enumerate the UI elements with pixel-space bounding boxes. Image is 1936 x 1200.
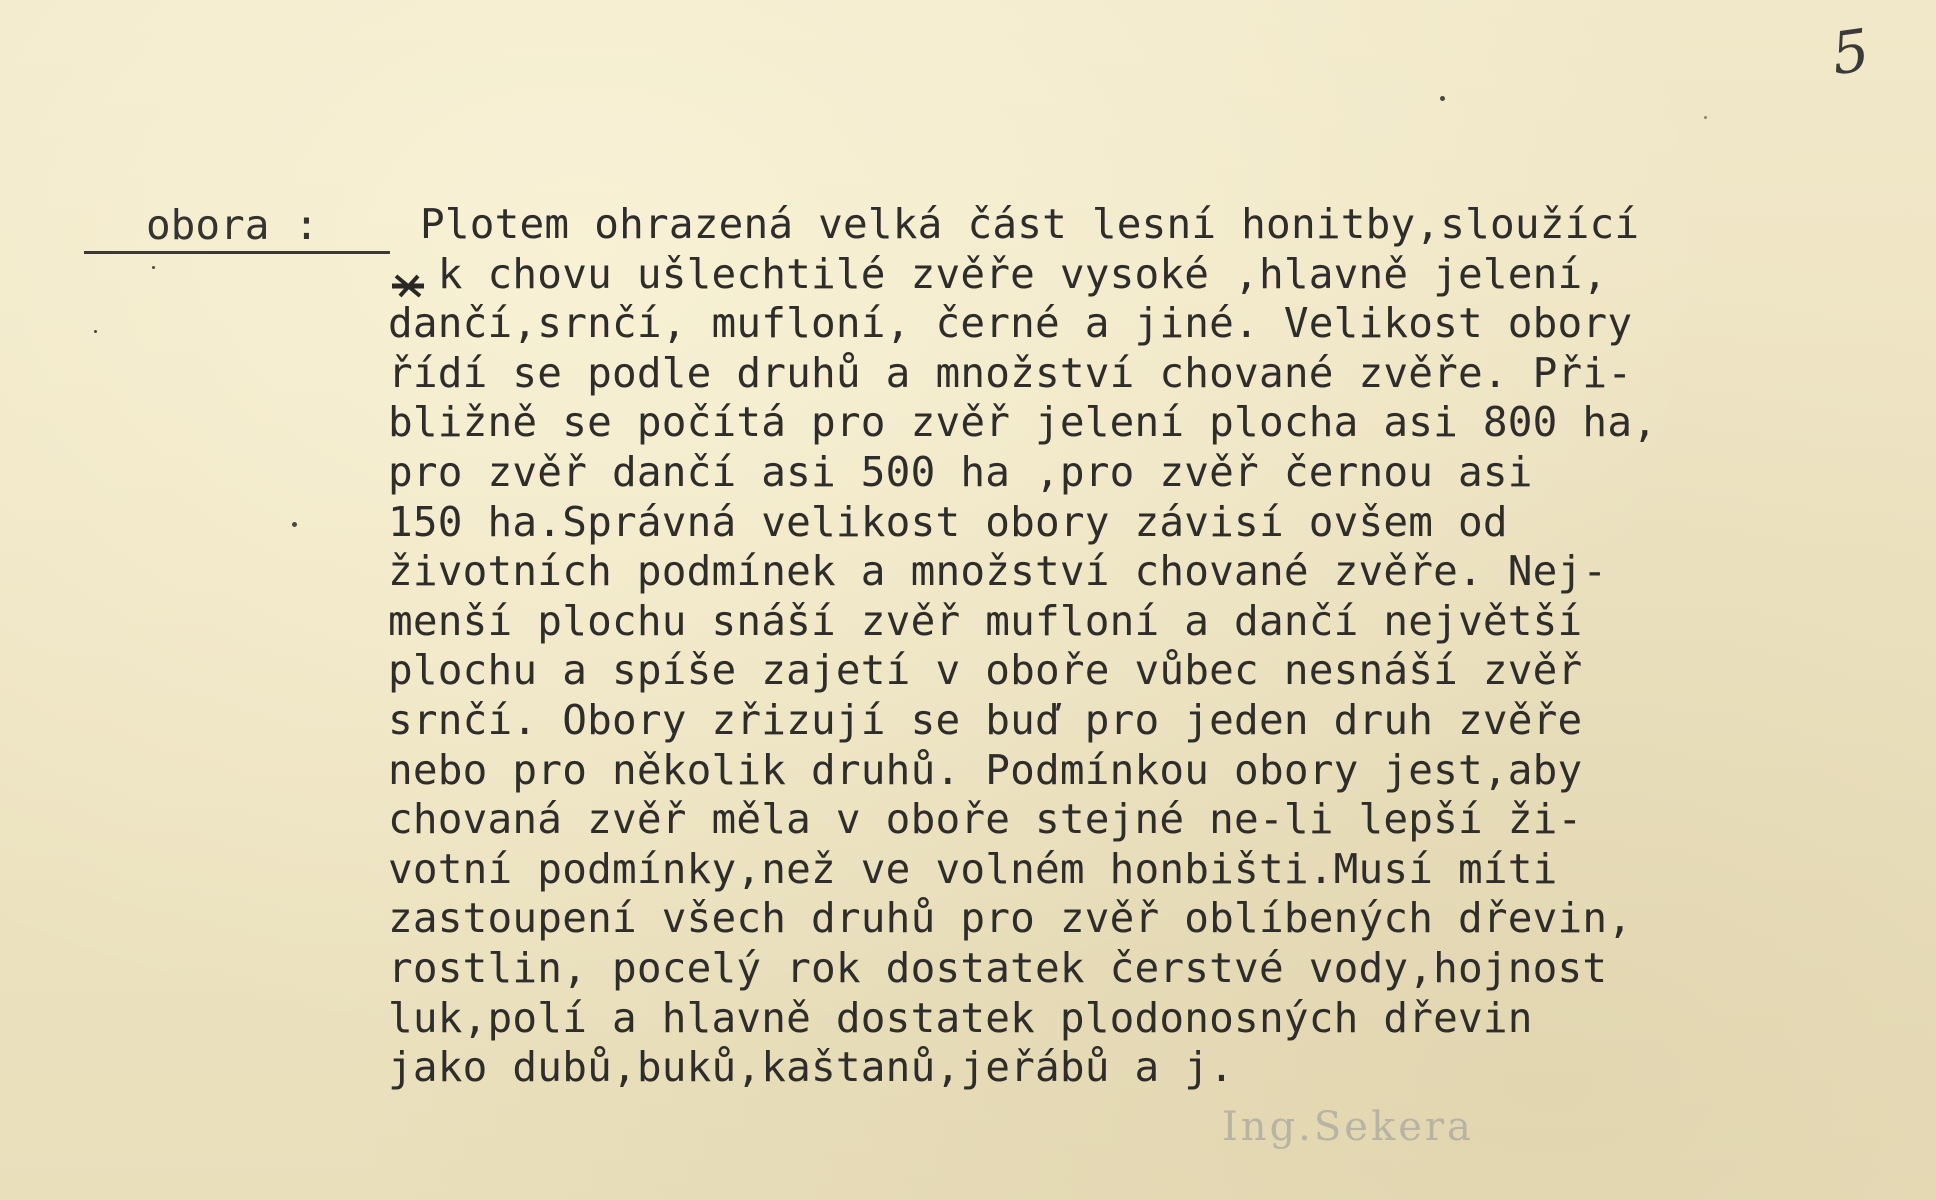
definition-text — [388, 200, 1928, 1093]
definition-line: Plotem ohrazená velká část lesní honitby,sloužící — [420, 200, 1640, 248]
definition-line: luk,polí a hlavně dostatek plodonosných dřevin — [388, 993, 1533, 1042]
ink-speck — [152, 266, 155, 269]
definition-line: k chovu ušlechtilé zvěře vysoké ,hlavně jelení, — [388, 249, 1608, 298]
definition-line: životních podmínek a množství chované zvěře. Nej- — [388, 547, 1608, 596]
definition-line: pro zvěř dančí asi 500 ha ,pro zvěř černou asi — [388, 447, 1533, 496]
definition-line: 150 ha.Správná velikost obory závisí ovšem od — [388, 497, 1508, 546]
term-label: obora : — [146, 201, 319, 249]
definition-line: rostlin, pocelý rok dostatek čerstvé vody,hojnost — [388, 943, 1608, 992]
definition-line: chovaná zvěř měla v oboře stejné ne-li lepší ži- — [388, 795, 1583, 844]
definition-line: srnčí. Obory zřizují se buď pro jeden druh zvěře — [388, 695, 1583, 744]
definition-line: menší plochu snáší zvěř mufloní a dančí největší — [388, 596, 1583, 645]
definition-line: řídí se podle druhů a množství chované zvěře. Při- — [388, 348, 1633, 397]
definition-line: bližně se počítá pro zvěř jelení plocha asi 800 ha, — [388, 398, 1658, 447]
page-number: 5 — [1827, 15, 1874, 89]
definition-line: nebo pro několik druhů. Podmínkou obory jest,aby — [388, 745, 1583, 794]
definition-line: plochu a spíše zajetí v oboře vůbec nesnáší zvěř — [388, 646, 1583, 695]
definition-line: votní podmínky,než ve volném honbišti.Musí míti — [388, 844, 1558, 893]
ink-speck — [1704, 116, 1707, 119]
definition-line: jako dubů,buků,kaštanů,jeřábů a j. — [388, 1043, 1235, 1092]
ink-speck — [1440, 96, 1445, 101]
term-underline — [84, 251, 390, 254]
definition-line: dančí,srnčí, mufloní, černé a jiné. Velikost obory — [388, 299, 1633, 348]
signature: Ing.Sekera — [1222, 1104, 1474, 1150]
ink-speck — [292, 522, 297, 527]
ink-speck — [94, 330, 97, 333]
definition-line: zastoupení všech druhů pro zvěř oblíbených dřevin, — [388, 894, 1633, 943]
